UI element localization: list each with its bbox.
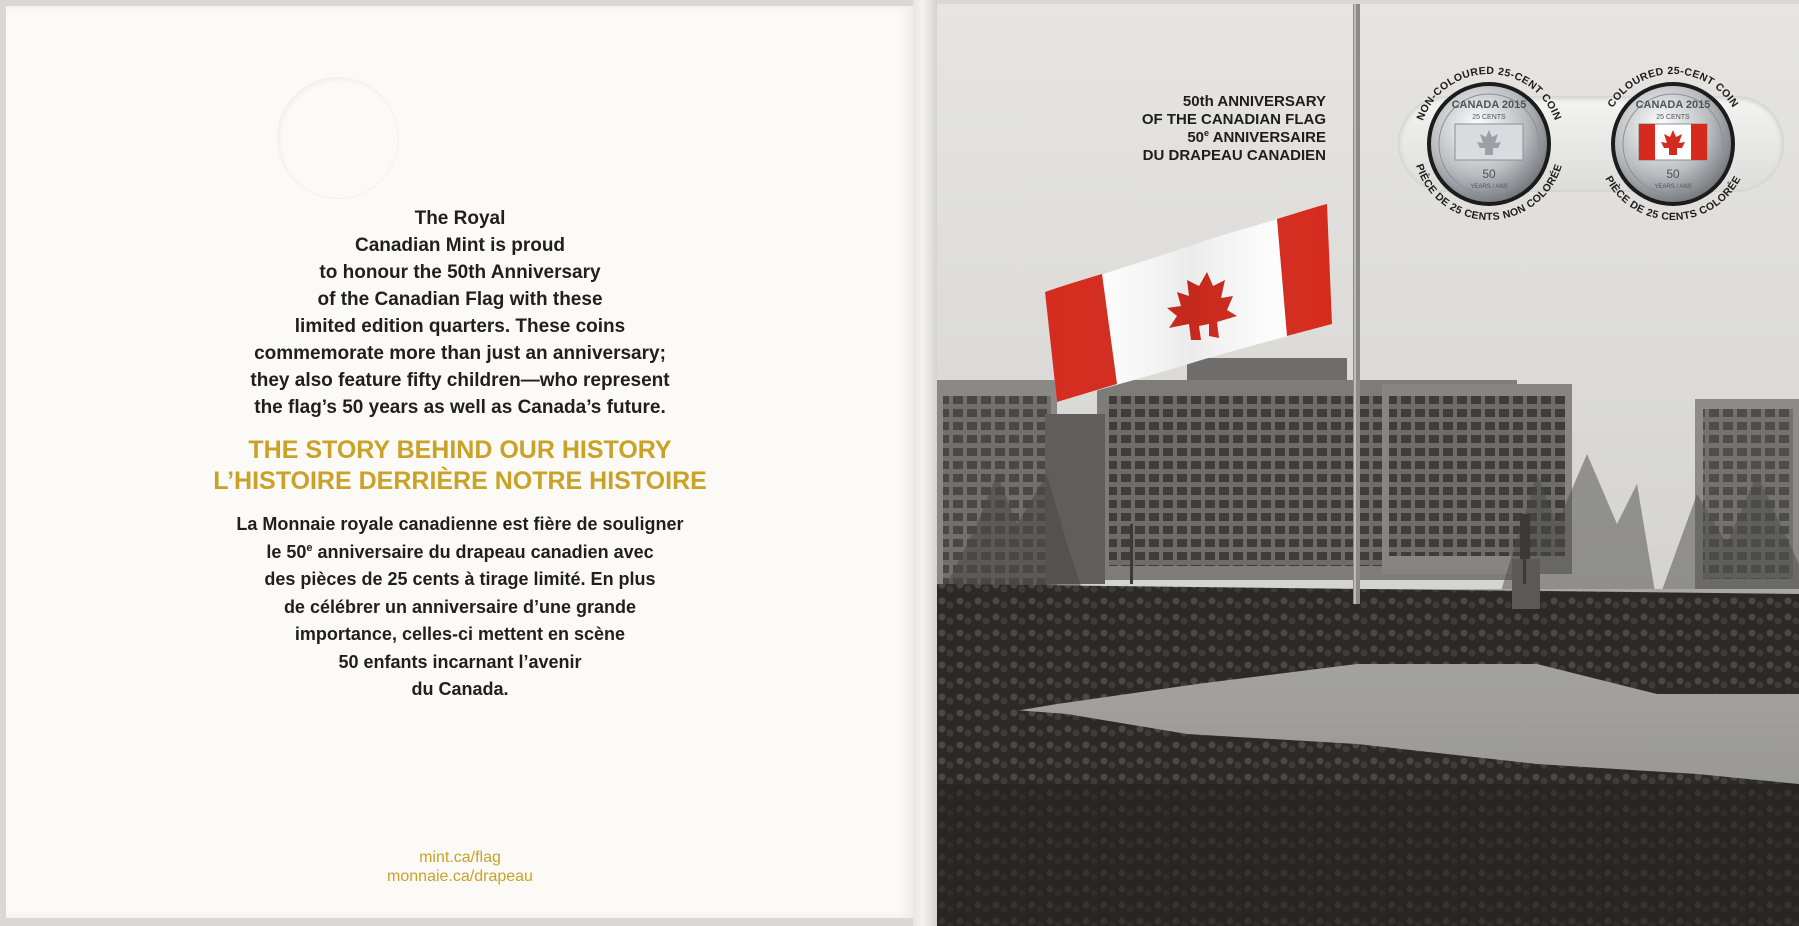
coin-years-number: 50 xyxy=(1666,167,1680,181)
coin-emboss-mark xyxy=(278,78,398,198)
anniversary-title xyxy=(1058,93,1326,165)
coin-label-bottom: PIÈCE DE 25 CENTS NON COLORÉE xyxy=(1413,162,1565,224)
coloured-coin-holder xyxy=(1573,44,1773,244)
fr-line: importance, celles-ci mettent en scène xyxy=(294,624,626,644)
fr-line: La Monnaie royale canadienne est fière de souligner xyxy=(236,514,684,534)
coin-country-text: CANADA 2015 xyxy=(1635,99,1711,111)
title-fr-suffix: ANNIVERSAIRE xyxy=(1209,129,1326,146)
title-fr-line1 xyxy=(1058,129,1326,147)
intro-line: the flag’s 50 years as well as Canada’s future. xyxy=(254,397,666,418)
coin-denomination-text: 25 CENTS xyxy=(1472,114,1506,121)
ordinal-superscript: e xyxy=(306,541,313,554)
coin-years-text: YEARS / ANS xyxy=(1654,184,1692,190)
coin-years-text: YEARS / ANS xyxy=(1470,184,1508,190)
intro-line: commemorate more than just an anniversary; xyxy=(254,343,666,364)
intro-line: they also feature fifty children—who represent xyxy=(250,370,670,391)
title-fr-line2: DU DRAPEAU CANADIEN xyxy=(1142,147,1326,164)
intro-line: Canadian Mint is proud xyxy=(354,235,566,256)
coin-label-top: NON-COLOURED 25-CENT COIN xyxy=(1414,64,1564,123)
fr-line: de célébrer un anniversaire d’une grande xyxy=(283,596,637,617)
fr-line: 50 enfants incarnant l’avenir xyxy=(338,651,582,672)
title-fr-prefix: 50 xyxy=(1187,129,1205,146)
heading-fr: L’HISTOIRE DERRIÈRE NOTRE HISTOIRE xyxy=(213,467,707,495)
link-monnaie-drapeau[interactable]: monnaie.ca/drapeau xyxy=(387,868,533,885)
coin-country-text: CANADA 2015 xyxy=(1451,99,1527,111)
intro-paragraph-fr xyxy=(150,511,770,704)
fr-line2-prefix: le 50 xyxy=(266,541,307,562)
intro-line: The Royal xyxy=(414,208,506,229)
coin-denomination-text: 25 CENTS xyxy=(1656,114,1690,121)
coin-label-top: COLOURED 25-CENT COIN xyxy=(1605,64,1741,110)
fr-line xyxy=(150,539,770,567)
non-coloured-coin-holder xyxy=(1389,44,1589,244)
link-mint-flag[interactable]: mint.ca/flag xyxy=(419,849,501,866)
intro-line: limited edition quarters. These coins xyxy=(294,316,626,337)
coin-years-number: 50 xyxy=(1482,167,1496,181)
fr-line2-suffix: anniversaire du drapeau canadien avec xyxy=(312,541,654,562)
folder-spine xyxy=(913,0,937,926)
fr-line: du Canada. xyxy=(411,679,509,699)
website-links xyxy=(300,848,620,886)
intro-paragraph-en xyxy=(150,205,770,421)
story-heading xyxy=(150,435,770,497)
intro-line: of the Canadian Flag with these xyxy=(317,289,603,310)
fr-line: des pièces de 25 cents à tirage limité. En plus xyxy=(264,569,656,589)
title-en-line1: 50th ANNIVERSARY xyxy=(1182,93,1326,110)
title-en-line2: OF THE CANADIAN FLAG xyxy=(1141,111,1326,128)
intro-line: to honour the 50th Anniversary xyxy=(319,262,601,283)
coin-label-bottom: PIÈCE DE 25 CENTS COLORÉE xyxy=(1602,173,1744,224)
ordinal-superscript: e xyxy=(1204,128,1210,138)
heading-en: THE STORY BEHIND OUR HISTORY xyxy=(248,436,672,464)
